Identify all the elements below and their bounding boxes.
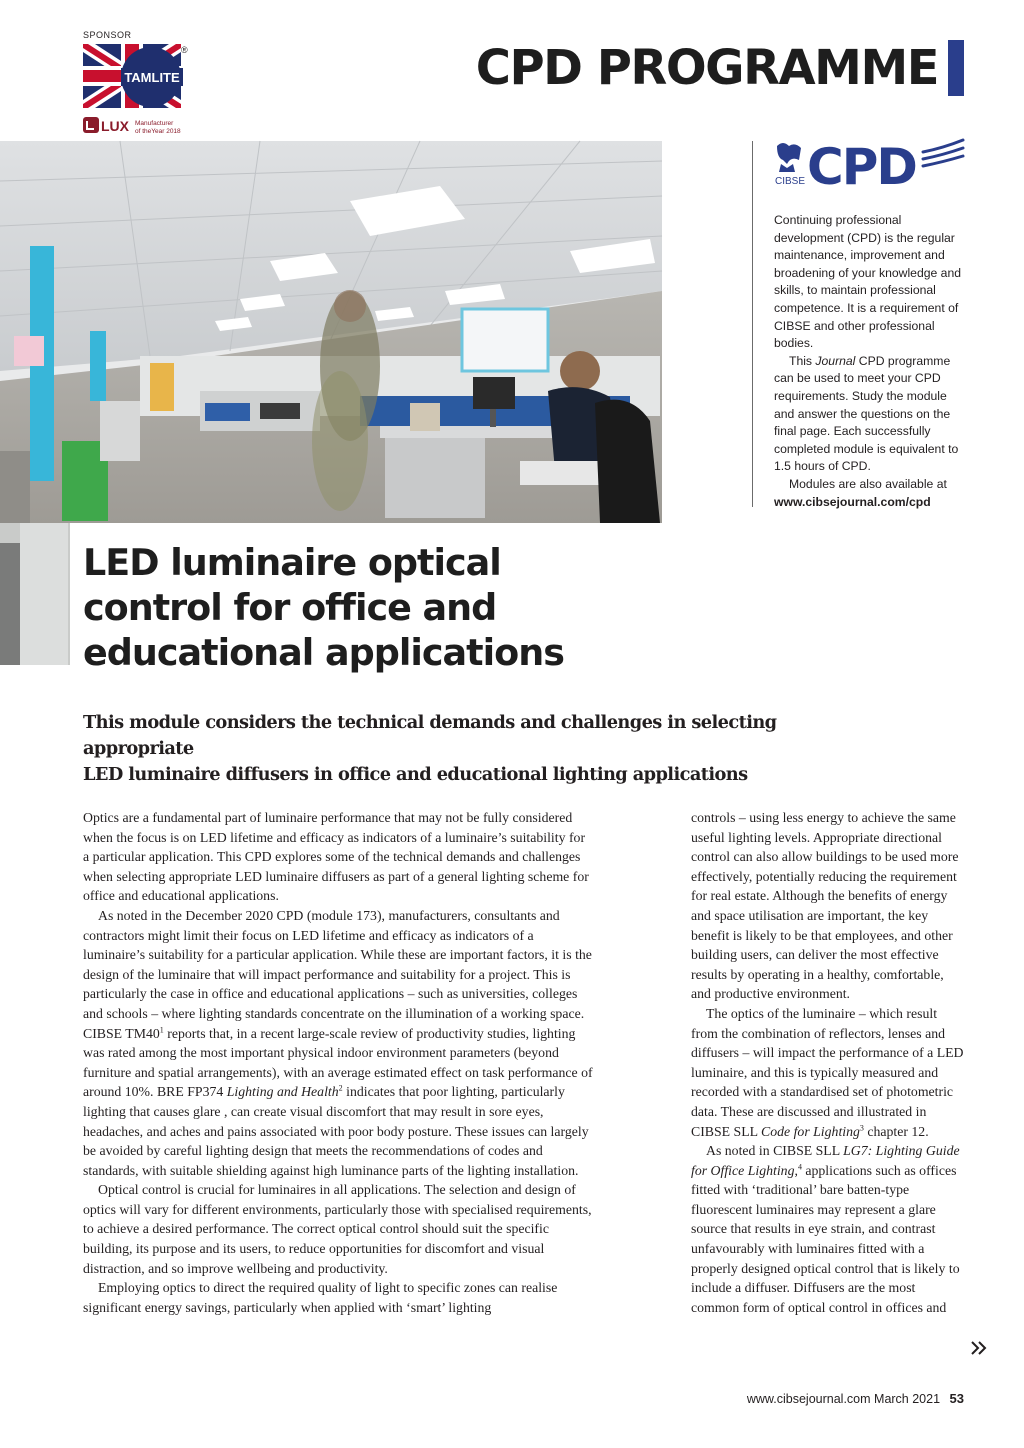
- cibse-word: CIBSE: [775, 176, 806, 187]
- article-headline: LED luminaire optical control for office and educational applications: [83, 541, 564, 674]
- cpd-word: CPD: [807, 138, 916, 196]
- sponsor-label: SPONSOR: [83, 30, 132, 40]
- lux-word: LUX: [101, 118, 129, 134]
- article-standfirst: This module considers the technical demands and challenges in selecting appropriate LED luminaire diffusers in office and educational lighting applications: [83, 712, 777, 785]
- cpd-url-link[interactable]: www.cibsejournal.com/cpd: [774, 494, 931, 509]
- office-photo: [0, 141, 662, 523]
- title-accent-bar: [948, 40, 964, 96]
- cpd-box-divider: [752, 141, 753, 507]
- body-paragraph: The optics of the luminaire – which result from the combination of reflectors, lenses and diffusers – will impact the performance of a LED luminaire, and this is typically measured and recorded with a standardised set of photometric data. These are discussed and illustrated in CIBSE SLL Code for Lighting$^3$ chapter 12.: [691, 1005, 964, 1139]
- body-paragraph: Employing optics to direct the required quality of light to specific zones can realise significant energy savings, particularly when applied with ‘smart’ lighting: [83, 1280, 558, 1315]
- cpd-paragraph-2: This Journal CPD programme can be used to meet your CPD requirements. Study the module and answer the questions on the final page. Each successfully completed module is equivalent to 1.5 hours of CPD.: [774, 353, 959, 474]
- sponsor-brand: TAMLITE: [124, 70, 180, 85]
- body-column-left: [83, 808, 593, 1317]
- body-paragraph: Optical control is crucial for luminaires in all applications. The selection and design of optics will vary for different environments, particularly those with specialised requirements, to achieve a desired performance. The correct optical control should suit the specific building, its purpose and its users, to reduce opportunities for discomfort and visual distraction, and so improve wellbeing and productivity.: [83, 1182, 592, 1276]
- programme-title: CPD PROGRAMME: [475, 40, 938, 96]
- registered-mark: ®: [181, 45, 188, 55]
- cpd-paragraph-1: Continuing professional development (CPD) is the regular maintenance, improvement and broadening of your knowledge and skills, to maintain professional competence. It is a requirement of CIBSE and other professional bodies.: [774, 213, 962, 351]
- tamlite-logo: [83, 44, 188, 110]
- body-column-right: [691, 808, 966, 1317]
- lux-line2: of theYear 2018: [135, 128, 181, 135]
- body-paragraph: Optics are a fundamental part of luminaire performance that may not be fully considered when the focus is on LED lifetime and efficacy as indicators of a luminaire’s suitability for a particular application. This CPD explores some of the technical demands and challenges when selecting appropriate LED luminaire diffusers as part of a general lighting scheme for office and educational applications.: [83, 810, 589, 904]
- footer-site[interactable]: www.cibsejournal.com: [746, 1392, 871, 1406]
- body-paragraph: As noted in the December 2020 CPD (module 173), manufacturers, consultants and contractors might limit their focus on LED lifetime and efficacy as indicators of a luminaire’s suitability for a particular application. While these are important factors, it is the design of the luminaire that will impact performance and suitability for a project. This is particularly the case in office and educational applications – such as universities, colleges and schools – where lighting standards concentrate on the illumination of a working space. CIBSE $TM40^1$ reports that, in a recent large-scale review of productivity studies, lighting was rated among the most important physical indoor environment parameters (beyond furniture and spatial arrangements), with an average estimated effect on task performance of around 10%. BRE FP374 Lighting and Health$^2$ indicates that poor lighting, particularly lighting that causes glare , can create visual discomfort that may result in sore eyes, headaches, and aches and pains associated with poor body posture. These issues can largely be avoided by careful lighting design that meets the recommendations of codes and standards, with suitable shielding against high luminance parts of the lighting installation.: [83, 907, 593, 1178]
- lux-award-badge: [83, 115, 193, 137]
- cpd-description: [774, 212, 969, 511]
- page-footer: [747, 1391, 964, 1406]
- continue-chevron-icon: [970, 1338, 988, 1358]
- cibse-cpd-logo: [773, 138, 965, 196]
- lux-line1: Manufacturer: [135, 120, 174, 127]
- photo-left-strip: [0, 523, 70, 665]
- page-number: 53: [949, 1391, 964, 1406]
- body-paragraph: controls – using less energy to achieve the same useful lighting levels. Appropriate directional control can also allow buildings to be used more effectively, potentially reducing the requirement for real estate. Although the benefits of energy and space utilisation are important, the key benefit is likely to be that employees, and other building users, can deliver the most effective results by operating in a healthy, comfortable, and productive environment.: [691, 810, 959, 1002]
- footer-issue: March 2021: [874, 1392, 941, 1406]
- body-paragraph: As noted in CIBSE SLL LG7: Lighting Guide for Office Lighting,$^4$ applications such as offices fitted with ‘traditional’ bare batten-type fluorescent luminaires may represent a glare source that results in eye strain, and contrast unfavourably with luminaires fitted with a properly designed optical control that is likely to include a diffuser. Diffusers are the most common form of optical control in offices and: [691, 1143, 960, 1315]
- cpd-paragraph-3: Modules are also available at: [789, 476, 947, 491]
